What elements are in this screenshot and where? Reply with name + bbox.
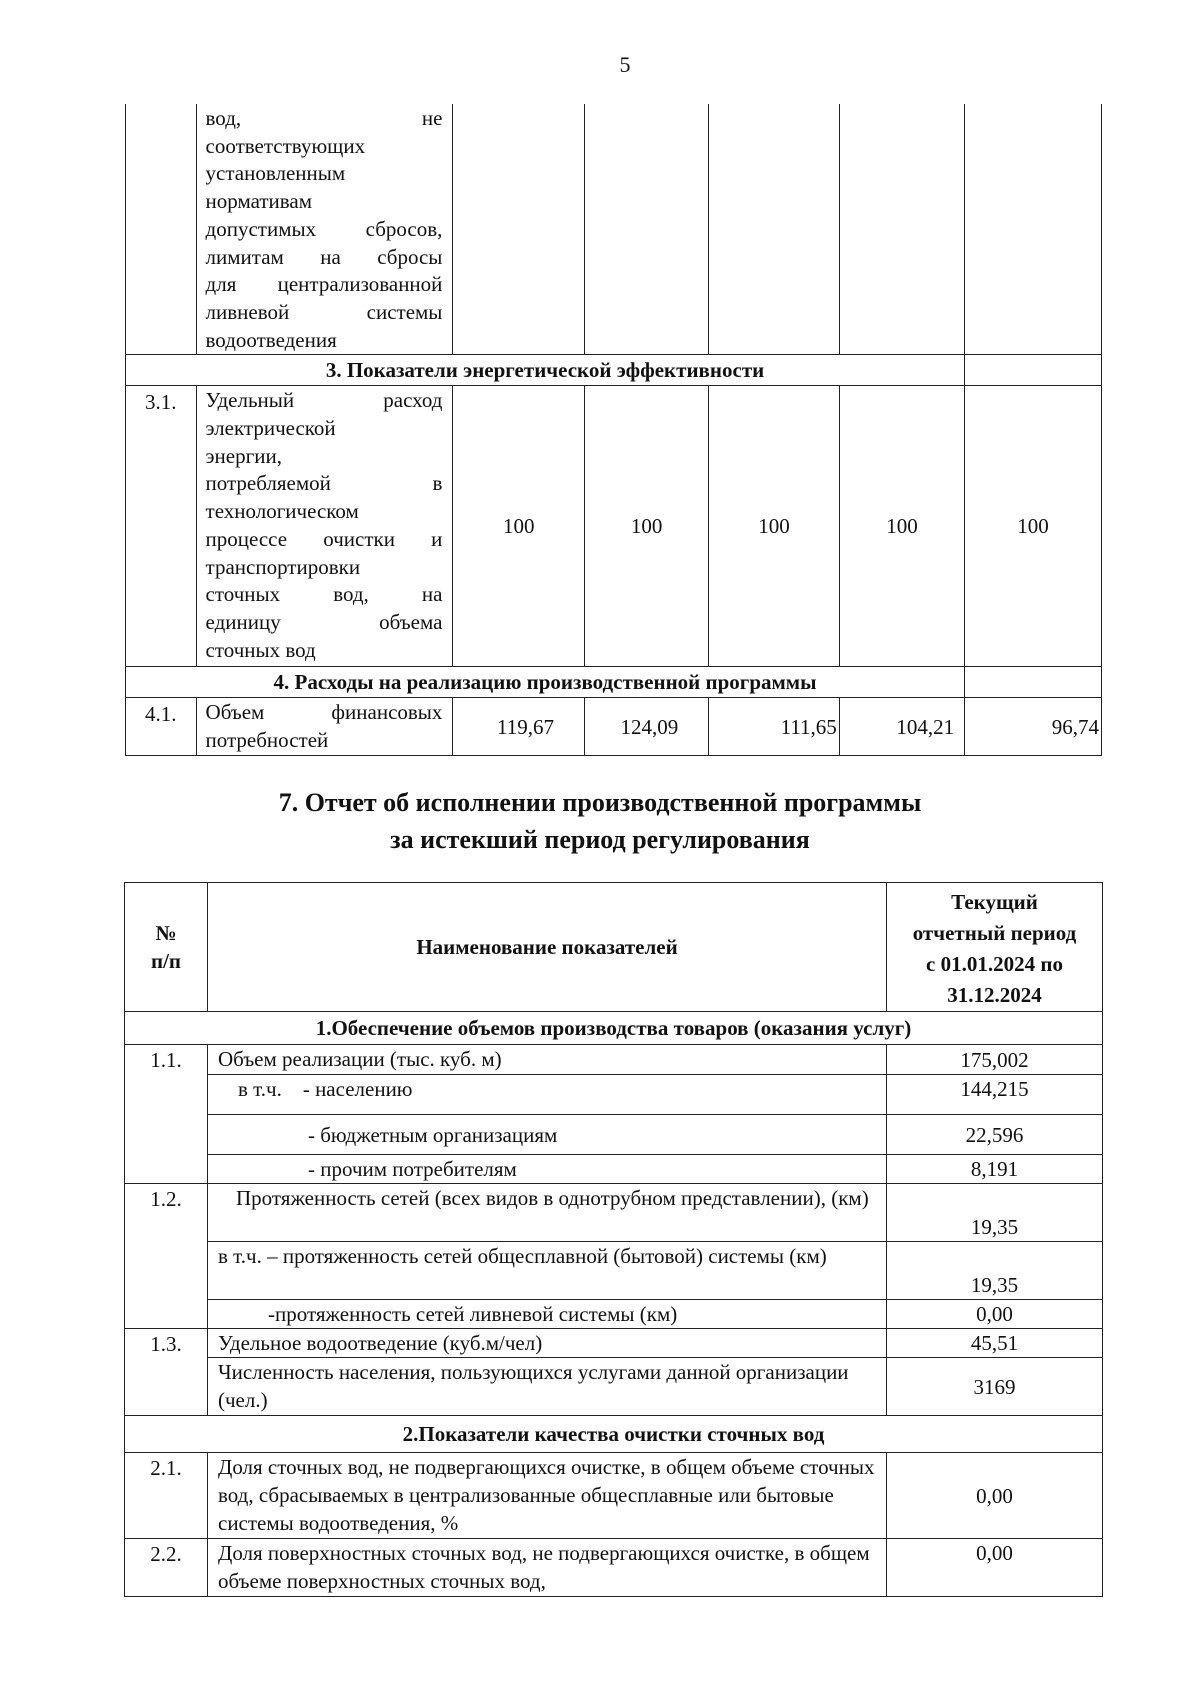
row-number: 2.2. [125, 1539, 208, 1597]
indicator-name: - прочим потребителям [208, 1155, 887, 1184]
indicator-name: в т.ч. - населению [208, 1075, 887, 1115]
indicator-value: 19,35 [887, 1184, 1103, 1242]
value-cell: 100 [585, 386, 709, 667]
header-period-line: с 01.01.2024 по [926, 952, 1063, 976]
indicator-value: 22,596 [887, 1115, 1103, 1155]
indicator-name-cell [196, 698, 453, 756]
indicator-name: Доля сточных вод, не подвергающихся очистке, в общем объеме сточных вод, сбрасываемых в централизованные общесплавные или бытовые системы водоотведения, % [208, 1453, 887, 1539]
indicator-name-line: транспортировки [205, 554, 361, 579]
value-cell: 111,65 [709, 698, 840, 756]
indicator-name-cell [196, 386, 453, 667]
indicator-name-line: нормативам [205, 189, 313, 214]
section-row [126, 355, 1102, 386]
section-title: 4. Расходы на реализацию производственной программы [126, 667, 965, 698]
indicator-value: 0,00 [887, 1539, 1103, 1597]
row-number: 4.1. [126, 698, 197, 756]
header-name: Наименование показателей [208, 883, 887, 1012]
table-row [126, 698, 1102, 756]
indicator-name: Протяженность сетей (всех видов в однотрубном представлении), (км) [208, 1184, 887, 1242]
indicator-name-line: технологическом [205, 499, 359, 524]
section-heading: 7. Отчет об исполнении производственной программы [278, 788, 922, 817]
value-cell: 96,74 [965, 698, 1102, 756]
value-cell [585, 104, 709, 355]
indicator-name: Удельное водоотведение (куб.м/чел) [208, 1329, 887, 1358]
header-period-line: 31.12.2024 [947, 983, 1042, 1007]
indicator-value: 144,215 [887, 1075, 1103, 1115]
indicator-name-line: потребляемой в [205, 471, 443, 496]
indicator-name-line: Объем финансовых [205, 700, 443, 725]
table-row [125, 1115, 1103, 1155]
indicator-name: - бюджетным организациям [208, 1115, 887, 1155]
indicator-name-line: Удельный расход [205, 388, 443, 413]
row-number: 3.1. [126, 386, 197, 667]
section-title: 2.Показатели качества очистки сточных вод [125, 1416, 1103, 1453]
header-number-line: № [155, 921, 177, 945]
table-row [125, 1075, 1103, 1115]
table-row [125, 1045, 1103, 1075]
value-cell: 104,21 [839, 698, 964, 756]
indicator-value: 0,00 [887, 1453, 1103, 1539]
table-row [126, 104, 1102, 355]
indicator-name-line: электрической [205, 416, 336, 441]
indicator-name-line: ливневой системы [205, 299, 443, 324]
indicator-value: 19,35 [887, 1242, 1103, 1300]
table-row [125, 1155, 1103, 1184]
table-row [125, 1184, 1103, 1242]
indicator-name-line: лимитам на сбросы [205, 244, 443, 269]
page-number: 5 [619, 52, 631, 77]
table-row [125, 1329, 1103, 1358]
section-title: 1.Обеспечение объемов производства товаров (оказания услуг) [125, 1012, 1103, 1045]
indicator-name-line: сточных вод, на [205, 582, 443, 607]
value-cell: 124,09 [585, 698, 709, 756]
execution-report-table [124, 882, 1103, 1597]
value-cell: 100 [965, 386, 1102, 667]
indicator-name: Численность населения, пользующихся услугами данной организации (чел.) [208, 1358, 887, 1416]
section-row [125, 1416, 1103, 1453]
table-row [126, 386, 1102, 667]
indicator-name-line: установленным [205, 161, 346, 186]
indicator-name-cell [196, 104, 453, 355]
indicator-name-line: допустимых сбросов, [205, 216, 443, 241]
value-cell: 100 [839, 386, 964, 667]
header-number-line: п/п [150, 949, 182, 973]
row-number: 2.1. [125, 1453, 208, 1539]
section-row [126, 667, 1102, 698]
row-number: 1.3. [125, 1329, 208, 1416]
table-row [125, 1453, 1103, 1539]
indicator-name-line: водоотведения [205, 327, 337, 352]
indicator-name-line: энергии, [205, 443, 282, 468]
table-row [125, 1242, 1103, 1300]
indicator-name-line: для централизованной [205, 272, 443, 297]
indicator-name-line: единицу объема [205, 609, 443, 634]
indicator-name: в т.ч. – протяженность сетей общесплавной (бытовой) системы (км) [208, 1242, 887, 1300]
indicator-name-line: вод, не [205, 106, 443, 130]
table-row [125, 1300, 1103, 1329]
indicator-value: 3169 [887, 1358, 1103, 1416]
indicator-name-line: соответствующих [205, 133, 366, 158]
value-cell: 119,67 [453, 698, 585, 756]
indicators-table-continued [125, 104, 1102, 756]
indicator-value: 175,002 [887, 1045, 1103, 1075]
indicator-name: Объем реализации (тыс. куб. м) [208, 1045, 887, 1075]
indicator-value: 45,51 [887, 1329, 1103, 1358]
header-number [125, 883, 208, 1012]
header-period-line: Текущий [951, 890, 1038, 914]
value-cell [709, 104, 840, 355]
indicator-name: Доля поверхностных сточных вод, не подвергающихся очистке, в общем объеме поверхностных сточных вод, [208, 1539, 887, 1597]
value-cell: 100 [453, 386, 585, 667]
header-period [887, 883, 1103, 1012]
header-period-line: отчетный период [912, 921, 1077, 945]
value-cell: 100 [709, 386, 840, 667]
row-number: 1.1. [125, 1045, 208, 1184]
table-row [125, 1358, 1103, 1416]
indicator-name-line: потребностей [205, 728, 329, 753]
value-cell [839, 104, 964, 355]
row-number: 1.2. [125, 1184, 208, 1329]
section-title: 3. Показатели энергетической эффективности [126, 355, 965, 386]
section-heading-subtitle: за истекший период регулирования [390, 825, 810, 854]
empty-cell [965, 355, 1102, 386]
indicator-name: -протяженность сетей ливневой системы (км) [208, 1300, 887, 1329]
table-row [125, 1539, 1103, 1597]
section-row [125, 1012, 1103, 1045]
value-cell [453, 104, 585, 355]
empty-cell [965, 667, 1102, 698]
header-row [125, 883, 1103, 1012]
value-cell [965, 104, 1102, 355]
indicator-value: 0,00 [887, 1300, 1103, 1329]
indicator-name-line: сточных вод [205, 637, 316, 662]
row-number-cell [126, 104, 197, 355]
indicator-value: 8,191 [887, 1155, 1103, 1184]
indicator-name-line: процессе очистки и [205, 526, 443, 551]
